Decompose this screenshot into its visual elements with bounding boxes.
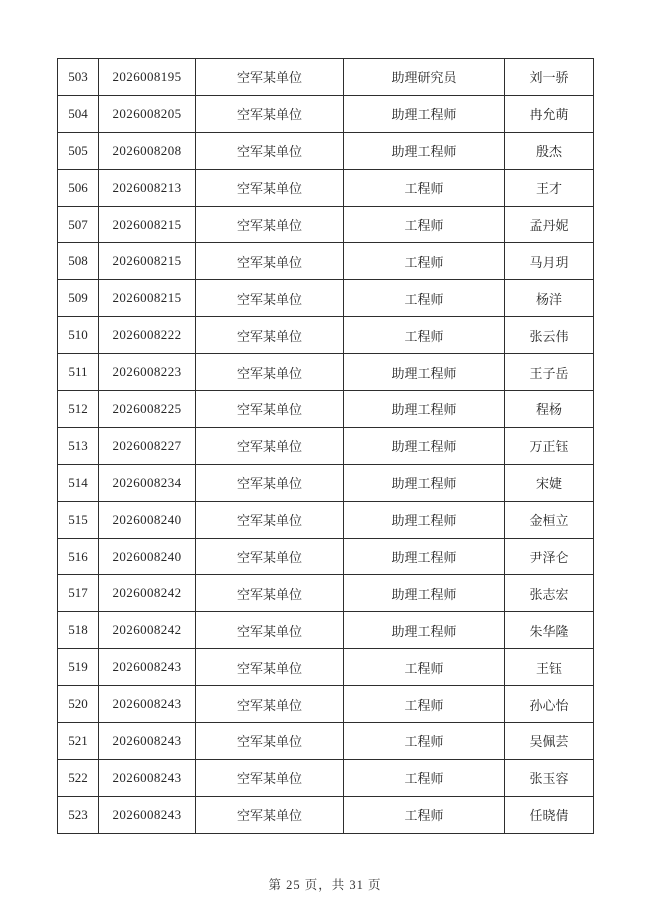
table-row — [58, 169, 594, 206]
id-cell: 2026008243 — [99, 723, 196, 760]
serial-cell: 523 — [58, 796, 99, 833]
title-cell: 助理工程师 — [344, 538, 505, 575]
serial-cell: 503 — [58, 59, 99, 96]
name-cell: 孙心怡 — [505, 686, 594, 723]
table-row — [58, 759, 594, 796]
id-cell: 2026008225 — [99, 391, 196, 428]
table-row — [58, 612, 594, 649]
name-cell: 任晓倩 — [505, 796, 594, 833]
serial-cell: 510 — [58, 317, 99, 354]
unit-cell: 空军某单位 — [196, 354, 344, 391]
id-cell: 2026008227 — [99, 427, 196, 464]
name-cell: 万正钰 — [505, 427, 594, 464]
title-cell: 助理工程师 — [344, 391, 505, 428]
serial-cell: 512 — [58, 391, 99, 428]
name-cell: 杨洋 — [505, 280, 594, 317]
table-row — [58, 132, 594, 169]
title-cell: 助理工程师 — [344, 575, 505, 612]
title-cell: 工程师 — [344, 649, 505, 686]
title-cell: 助理工程师 — [344, 612, 505, 649]
table-row — [58, 427, 594, 464]
table-row — [58, 280, 594, 317]
name-cell: 张玉容 — [505, 759, 594, 796]
title-cell: 工程师 — [344, 796, 505, 833]
id-cell: 2026008240 — [99, 501, 196, 538]
serial-cell: 507 — [58, 206, 99, 243]
id-cell: 2026008223 — [99, 354, 196, 391]
id-cell: 2026008243 — [99, 759, 196, 796]
unit-cell: 空军某单位 — [196, 464, 344, 501]
unit-cell: 空军某单位 — [196, 206, 344, 243]
title-cell: 工程师 — [344, 169, 505, 206]
title-cell: 助理工程师 — [344, 464, 505, 501]
name-cell: 吴佩芸 — [505, 723, 594, 760]
serial-cell: 519 — [58, 649, 99, 686]
serial-cell: 504 — [58, 95, 99, 132]
name-cell: 马月玥 — [505, 243, 594, 280]
table-row — [58, 59, 594, 96]
table-row — [58, 391, 594, 428]
id-cell: 2026008215 — [99, 206, 196, 243]
name-cell: 殷杰 — [505, 132, 594, 169]
id-cell: 2026008215 — [99, 280, 196, 317]
unit-cell: 空军某单位 — [196, 280, 344, 317]
name-cell: 王才 — [505, 169, 594, 206]
id-cell: 2026008208 — [99, 132, 196, 169]
title-cell: 工程师 — [344, 686, 505, 723]
serial-cell: 521 — [58, 723, 99, 760]
unit-cell: 空军某单位 — [196, 95, 344, 132]
table-row — [58, 575, 594, 612]
id-cell: 2026008215 — [99, 243, 196, 280]
name-cell: 孟丹妮 — [505, 206, 594, 243]
title-cell: 工程师 — [344, 759, 505, 796]
serial-cell: 508 — [58, 243, 99, 280]
table-row — [58, 686, 594, 723]
serial-cell: 522 — [58, 759, 99, 796]
id-cell: 2026008222 — [99, 317, 196, 354]
unit-cell: 空军某单位 — [196, 796, 344, 833]
serial-cell: 515 — [58, 501, 99, 538]
name-cell: 朱华隆 — [505, 612, 594, 649]
title-cell: 助理工程师 — [344, 354, 505, 391]
serial-cell: 511 — [58, 354, 99, 391]
serial-cell: 520 — [58, 686, 99, 723]
id-cell: 2026008243 — [99, 796, 196, 833]
name-cell: 金桓立 — [505, 501, 594, 538]
table-row — [58, 95, 594, 132]
name-cell: 尹泽仑 — [505, 538, 594, 575]
unit-cell: 空军某单位 — [196, 575, 344, 612]
title-cell: 工程师 — [344, 243, 505, 280]
table-row — [58, 317, 594, 354]
name-cell: 程杨 — [505, 391, 594, 428]
title-cell: 助理研究员 — [344, 59, 505, 96]
title-cell: 工程师 — [344, 317, 505, 354]
serial-cell: 516 — [58, 538, 99, 575]
table-row — [58, 649, 594, 686]
unit-cell: 空军某单位 — [196, 243, 344, 280]
title-cell: 助理工程师 — [344, 501, 505, 538]
table-row — [58, 501, 594, 538]
personnel-table — [57, 58, 594, 834]
unit-cell: 空军某单位 — [196, 723, 344, 760]
unit-cell: 空军某单位 — [196, 427, 344, 464]
table-row — [58, 206, 594, 243]
table-row — [58, 723, 594, 760]
title-cell: 工程师 — [344, 280, 505, 317]
table-body — [58, 59, 594, 834]
title-cell: 工程师 — [344, 723, 505, 760]
title-cell: 助理工程师 — [344, 132, 505, 169]
unit-cell: 空军某单位 — [196, 649, 344, 686]
id-cell: 2026008205 — [99, 95, 196, 132]
name-cell: 刘一骄 — [505, 59, 594, 96]
unit-cell: 空军某单位 — [196, 169, 344, 206]
id-cell: 2026008234 — [99, 464, 196, 501]
table-row — [58, 796, 594, 833]
id-cell: 2026008240 — [99, 538, 196, 575]
unit-cell: 空军某单位 — [196, 538, 344, 575]
table-row — [58, 464, 594, 501]
unit-cell: 空军某单位 — [196, 132, 344, 169]
name-cell: 王钰 — [505, 649, 594, 686]
serial-cell: 514 — [58, 464, 99, 501]
name-cell: 宋婕 — [505, 464, 594, 501]
serial-cell: 517 — [58, 575, 99, 612]
title-cell: 助理工程师 — [344, 427, 505, 464]
name-cell: 张云伟 — [505, 317, 594, 354]
unit-cell: 空军某单位 — [196, 759, 344, 796]
table-row — [58, 243, 594, 280]
unit-cell: 空军某单位 — [196, 686, 344, 723]
unit-cell: 空军某单位 — [196, 612, 344, 649]
id-cell: 2026008195 — [99, 59, 196, 96]
table-row — [58, 354, 594, 391]
unit-cell: 空军某单位 — [196, 391, 344, 428]
title-cell: 助理工程师 — [344, 95, 505, 132]
table-row — [58, 538, 594, 575]
page-footer: 第 25 页，共 31 页 — [268, 878, 382, 892]
id-cell: 2026008242 — [99, 612, 196, 649]
serial-cell: 509 — [58, 280, 99, 317]
unit-cell: 空军某单位 — [196, 317, 344, 354]
serial-cell: 518 — [58, 612, 99, 649]
serial-cell: 513 — [58, 427, 99, 464]
id-cell: 2026008243 — [99, 686, 196, 723]
name-cell: 张志宏 — [505, 575, 594, 612]
id-cell: 2026008242 — [99, 575, 196, 612]
id-cell: 2026008213 — [99, 169, 196, 206]
serial-cell: 505 — [58, 132, 99, 169]
id-cell: 2026008243 — [99, 649, 196, 686]
serial-cell: 506 — [58, 169, 99, 206]
unit-cell: 空军某单位 — [196, 501, 344, 538]
title-cell: 工程师 — [344, 206, 505, 243]
name-cell: 冉允萌 — [505, 95, 594, 132]
unit-cell: 空军某单位 — [196, 59, 344, 96]
name-cell: 王子岳 — [505, 354, 594, 391]
